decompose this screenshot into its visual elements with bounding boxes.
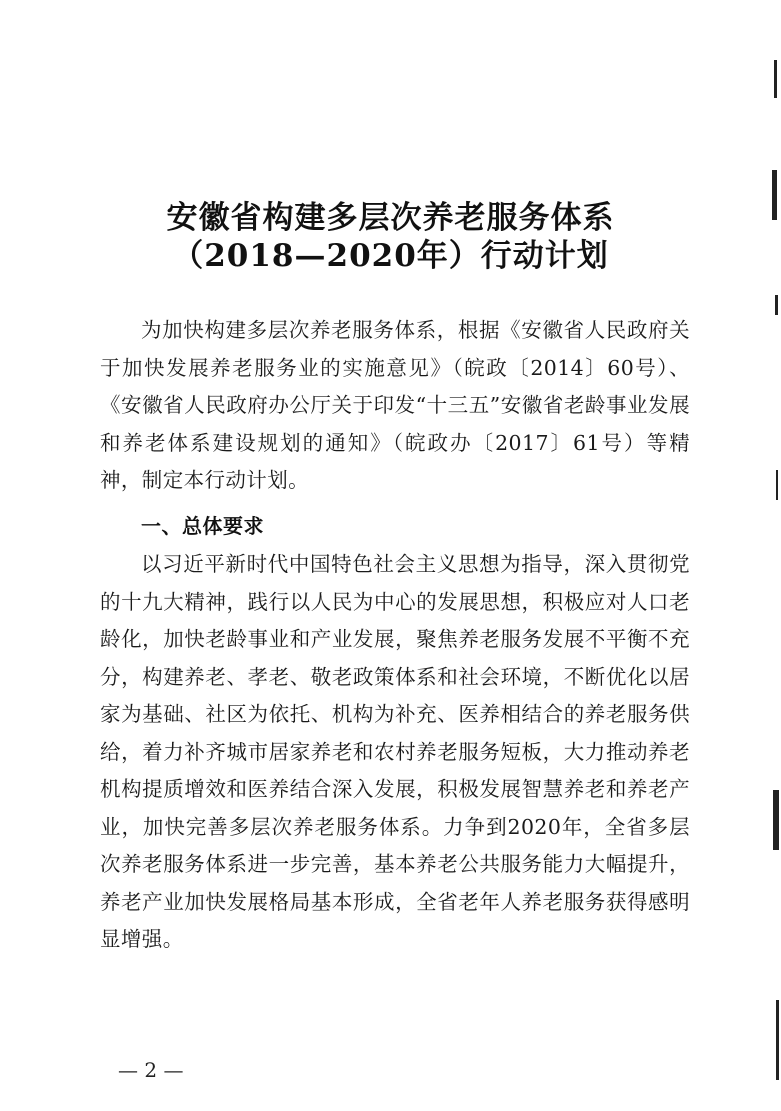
scan-edge-mark <box>773 790 779 850</box>
scan-edge-mark <box>774 60 777 98</box>
document-title-line2: （2018—2020年）行动计划 <box>172 238 609 274</box>
intro-paragraph: 为加快构建多层次养老服务体系，根据《安徽省人民政府关于加快发展养老服务业的实施意见》（皖政〔2014〕60号）、《安徽省人民政府办公厅关于印发“十三五”安徽省老龄事业发展和养老体系建设规划的通知》（皖政办〔2017〕61号）等精神，制定本行动计划。 <box>100 318 690 492</box>
scan-edge-mark <box>772 170 777 220</box>
scan-edge-mark <box>776 470 778 500</box>
section-paragraph-general-requirements: 以习近平新时代中国特色社会主义思想为指导，深入贯彻党的十九大精神，践行以人民为中心的发展思想，积极应对人口老龄化，加快老龄事业和产业发展，聚焦养老服务发展不平衡不充分，构建养老、孝老、敬老政策体系和社会环境，不断优化以居家为基础、社区为依托、机构为补充、医养相结合的养老服务供给，着力补齐城市居家养老和农村养老服务短板，大力推动养老机构提质增效和医养结合深入发展，积极发展智慧养老和养老产业，加快完善多层次养老服务体系。力争到2020年，全省多层次养老服务体系进一步完善，基本养老公共服务能力大幅提升，养老产业加快发展格局基本形成，全省老年人养老服务获得感明显增强。 <box>100 552 690 951</box>
scan-edge-mark <box>776 1000 779 1080</box>
section-heading-general-requirements: 一、总体要求 <box>141 514 264 538</box>
document-title-line1: 安徽省构建多层次养老服务体系 <box>166 200 615 236</box>
page-number: — 2 — <box>118 1058 184 1082</box>
scan-edge-mark <box>775 295 778 315</box>
